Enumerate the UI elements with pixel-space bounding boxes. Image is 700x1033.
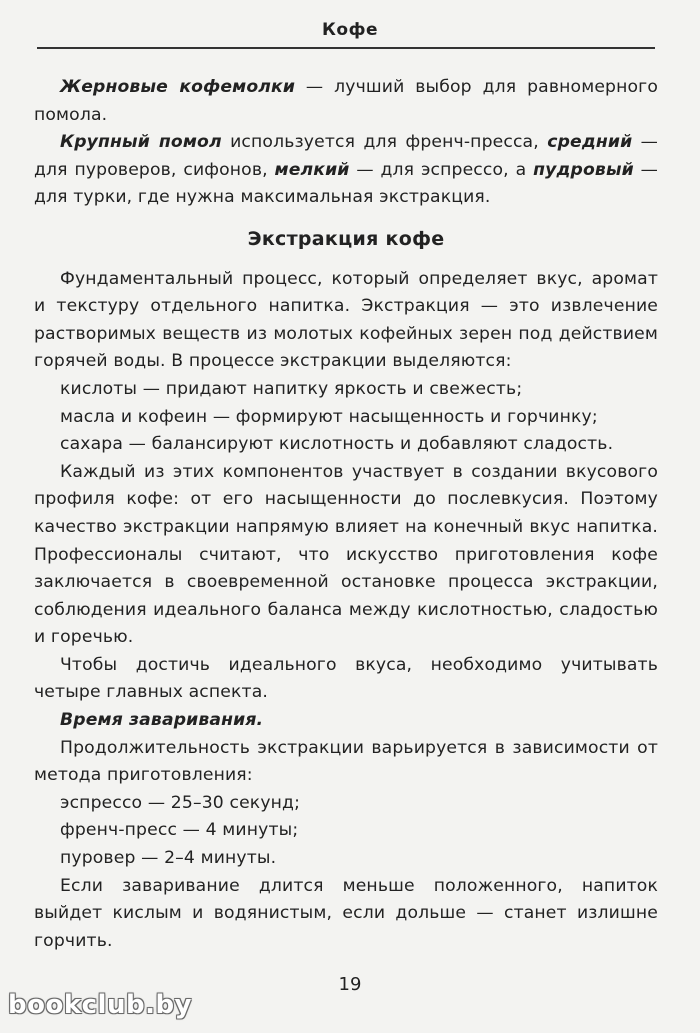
page-number: 19	[338, 974, 362, 995]
paragraph-duration: Продолжительность экстракции варьируется в зависимости от метода приготовления:	[34, 737, 658, 786]
list-item: френч-пресс — 4 минуты;	[60, 820, 299, 841]
paragraph-grinders	[34, 74, 658, 129]
paragraph-definition: Фундаментальный процесс, который определяет вкус, аромат и текстуру отдельного напитка. Экстракция — это извлечение растворимых веществ из молотых кофейных зерен под действием горячей воды. В процессе экстракции выделяются:	[34, 268, 658, 372]
paragraph-profile: Каждый из этих компонентов участвует в создании вкусового профиля кофе: от его насыщенности до послевкусия. Поэтому качество экстракции напрямую влияет на конечный вкус напитка. Профессионалы считают, что искусство приготовления кофе заключается в своевременной остановке процесса экстракции, соблюдения идеального баланса между кислотностью, сладостью и горечью.	[34, 461, 658, 648]
paragraph-text: — для эспрессо, а	[349, 159, 534, 180]
running-header: Кофе	[322, 20, 378, 40]
list-item: масла и кофеин — формируют насыщенность и горчинку;	[60, 406, 598, 427]
list-item: пуровер — 2–4 минуты.	[60, 848, 277, 869]
paragraph-text: — для пуроверов, сифонов,	[34, 132, 658, 180]
paragraph-aspects: Чтобы достичь идеального вкуса, необходимо учитывать четыре главных аспекта.	[34, 654, 658, 703]
term-burr-grinders: Жерновые кофемолки	[60, 77, 296, 97]
paragraph-grind-sizes	[34, 129, 658, 212]
list-item: сахара — балансируют кислотность и добавляют сладость.	[60, 434, 614, 455]
term-coarse: Крупный помол	[60, 132, 222, 153]
paragraph-text: — лучший выбор для равномерного помола.	[34, 77, 659, 125]
subheading-brew-time	[34, 707, 658, 735]
list-item: кислоты — придают напитку яркость и свежесть;	[60, 378, 523, 399]
page-body	[34, 74, 658, 955]
watermark-logo: bookclub.by	[8, 990, 193, 1020]
term-medium: средний	[547, 132, 633, 153]
term-powder: пудровый	[533, 159, 634, 180]
paragraph-result: Если заваривание длится меньше положенного, напиток выйдет кислым и водянистым, если дольше — станет излишне горчить.	[34, 875, 658, 951]
header-rule	[37, 47, 655, 49]
subheading-text: Время заваривания.	[60, 710, 264, 731]
paragraph-text: используется для френч-пресса,	[221, 132, 548, 153]
paragraph-text: — для турки, где нужна максимальная экстракция.	[34, 159, 658, 208]
list-item: эспрессо — 25–30 секунд;	[60, 792, 301, 813]
section-heading: Экстракция кофе	[247, 227, 445, 250]
term-fine: мелкий	[274, 159, 350, 180]
